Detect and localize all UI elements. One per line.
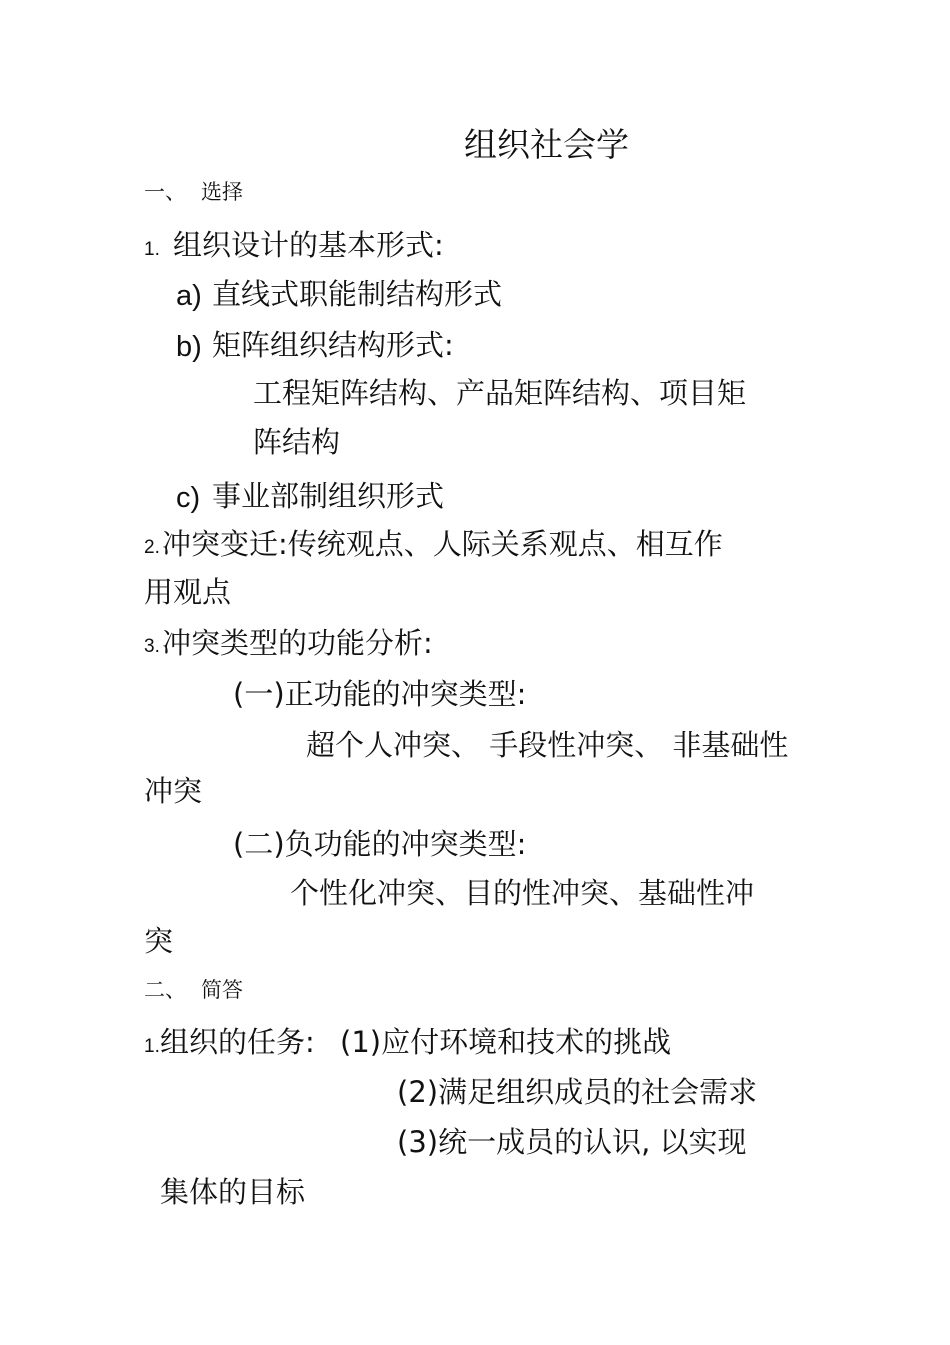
a1-item3-line1: (3)统一成员的认识, 以实现 <box>397 1125 747 1159</box>
q1-c-label: c) <box>176 482 201 514</box>
q1-b-detail-line1: 工程矩阵结构、产品矩阵结构、项目矩 <box>253 376 747 410</box>
q3-positive-label: (一)正功能的冲突类型: <box>233 677 527 711</box>
q3-negative-label: (二)负功能的冲突类型: <box>233 827 527 861</box>
a1-lead: 组织的任务: <box>160 1025 315 1059</box>
a1-item1: (1)应付环境和技术的挑战 <box>340 1025 672 1059</box>
q1-a-text: 直线式职能制结构形式 <box>212 277 503 311</box>
q3-positive-line2: 冲突 <box>144 774 203 808</box>
section-2-heading: 简答 <box>201 978 243 1002</box>
a1-item3-line2: 集体的目标 <box>160 1175 306 1209</box>
q2-line1: 冲突变迁:传统观点、人际关系观点、相互作 <box>162 527 723 561</box>
section-1-marker: 一、 <box>144 180 186 204</box>
q3-text: 冲突类型的功能分析: <box>162 626 433 660</box>
q3-positive-line1: 超个人冲突、 手段性冲突、 非基础性 <box>306 728 789 762</box>
q1-b-label: b) <box>176 331 202 363</box>
q1-a-label: a) <box>176 280 202 312</box>
q3-negative-line2: 突 <box>144 924 174 958</box>
q1-number: 1. <box>144 239 160 260</box>
q1-b-text: 矩阵组织结构形式: <box>212 328 454 362</box>
q1-c-text: 事业部制组织形式 <box>212 479 445 513</box>
a1-number: 1. <box>144 1036 160 1057</box>
section-1-heading: 选择 <box>201 180 243 204</box>
q1-b-detail-line2: 阵结构 <box>253 425 341 459</box>
section-2-marker: 二、 <box>144 978 186 1002</box>
q2-number: 2. <box>144 537 160 558</box>
document-title: 组织社会学 <box>464 125 629 164</box>
q3-negative-line1: 个性化冲突、目的性冲突、基础性冲 <box>290 876 755 910</box>
q3-number: 3. <box>144 636 160 657</box>
a1-item2: (2)满足组织成员的社会需求 <box>397 1075 758 1109</box>
q2-line2: 用观点 <box>144 575 232 609</box>
q1-text: 组织设计的基本形式: <box>173 228 444 262</box>
